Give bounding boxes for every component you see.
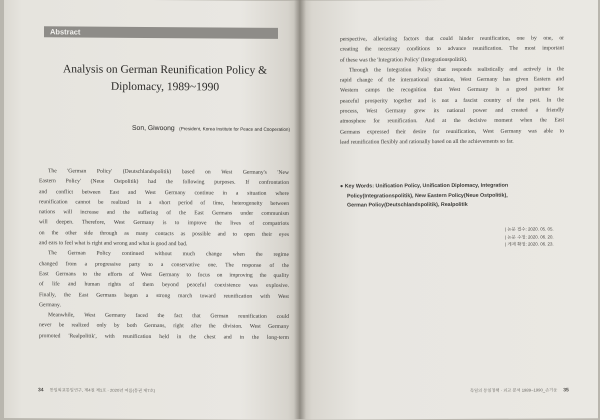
text-line: atmosphere for reunification. And at the decisive moment when the East xyxy=(340,117,564,125)
text-line: The 'German Policy' (Deutschlandspolitik) based on West Germany's 'New xyxy=(48,168,289,176)
journal-name: 통일외교통일연구, 제4권 제1호 · 2020년 여름(통권 제7호) xyxy=(49,387,156,394)
bullet-icon: ● xyxy=(340,183,344,190)
text-line: lead reunification flexibly and rationally based on all the achievements so far. xyxy=(340,138,514,146)
text-line: Germans expressed their desire for reunification, West Germany was able to xyxy=(340,128,564,136)
text-line: Eastern Policy' (Neue Ostpolitik) had the following purposes. If confrontation xyxy=(39,178,289,187)
date-accepted: | 게재 확정: 2020. 06. 23. xyxy=(505,241,554,248)
left-page xyxy=(4,0,300,420)
abstract-body xyxy=(39,166,289,343)
right-footer xyxy=(470,387,569,394)
title-line: Diplomacy, 1989~1990 xyxy=(110,80,220,94)
text-line: of these was the 'Integration Policy' (Integrationspolitik). xyxy=(340,56,468,64)
text-line: process, West Germany grew its national power and created a friendly xyxy=(340,107,564,115)
text-line: Germany. xyxy=(39,302,61,309)
keywords-text: Policy(Integrationspolitik), New Eastern Policy(Neue Ostpolitik), xyxy=(347,192,508,200)
running-title: 독일의 통일정책 · 외교 분석 1989~1990_손기웅 xyxy=(470,387,558,393)
page-number: 35 xyxy=(563,387,569,394)
text-line: Finally, the East Germans began a strong march toward reunification with West xyxy=(39,291,289,300)
text-line: never be realized only by both Germans, right after the division. West Germany xyxy=(39,322,289,331)
section-label: Abstract xyxy=(44,26,278,39)
title-line: Analysis on German Reunification Policy & xyxy=(62,63,268,77)
text-line: creating the necessary conditions to advance reunification. The most important xyxy=(340,45,564,53)
keywords-text: Unification Policy, Unification Diplomacy, Integration xyxy=(375,182,509,190)
text-line: Meanwhile, West Germany faced the fact that German reunification could xyxy=(48,312,289,321)
author-name: Son, Giwoong xyxy=(132,124,175,133)
abstract-body-continued xyxy=(340,33,564,147)
text-line: Through the Integration Policy that responds realistically and actively in the xyxy=(349,66,564,74)
date-revised: | 논문 수정: 2020. 06. 20. xyxy=(505,234,554,240)
author-line xyxy=(40,116,290,136)
text-line: will deepen. Therefore, West Germany is to improve the lives of compatriots xyxy=(39,219,289,228)
keywords-block xyxy=(340,181,562,211)
text-line: and ears to feel what is right and wrong and what is good and bad. xyxy=(39,240,188,248)
text-line: Western camps the recognition that West Germany is a good partner for xyxy=(340,86,564,95)
article-title xyxy=(40,61,290,97)
text-line: changed from a progressive party to a conservative one. The response of the xyxy=(39,260,289,269)
date-received: | 논문 접수: 2020. 05. 05. xyxy=(505,226,554,232)
book-gutter xyxy=(294,0,306,419)
text-line: The German Policy continued without much change when the regime xyxy=(48,250,289,259)
text-line: nations will increase and the suffering of the East Germans under communism xyxy=(39,209,289,218)
keywords-label: Key Words: xyxy=(344,183,375,190)
left-footer xyxy=(38,387,155,394)
text-line: rapid change of the international situation, West Germany has given Eastern and xyxy=(340,76,564,84)
text-line: and conflict between East and West Germany continue in a situation where xyxy=(39,188,289,197)
text-line: promoted 'Realpolitik', with reunification held in the chest and in the long-term xyxy=(39,332,289,341)
page-number: 34 xyxy=(38,387,44,394)
keywords-text: German Policy(Deutschlandspolitik), Realpolitik xyxy=(347,202,468,209)
text-line: of life and human rights of them beyond peaceful coexistence was explosive. xyxy=(39,281,289,290)
text-line: East Germans to the efforts of West Germany to focus on improving the quality xyxy=(39,271,289,279)
text-line: perspective, alleviating factors that could hinder reunification, one by one, or xyxy=(340,35,564,43)
text-line: reunification cannot be realized in a short period of time, heterogeneity between xyxy=(39,199,289,207)
text-line: on the other side through as many contacts as possible and to open their eyes xyxy=(39,229,289,238)
author-affiliation: (President, Korea Institute for Peace and Cooperation) xyxy=(179,126,290,132)
right-page xyxy=(300,0,598,420)
text-line: peaceful prosperity together and is not a fascist country of the past. In the xyxy=(340,97,564,105)
submission-dates xyxy=(505,225,554,248)
